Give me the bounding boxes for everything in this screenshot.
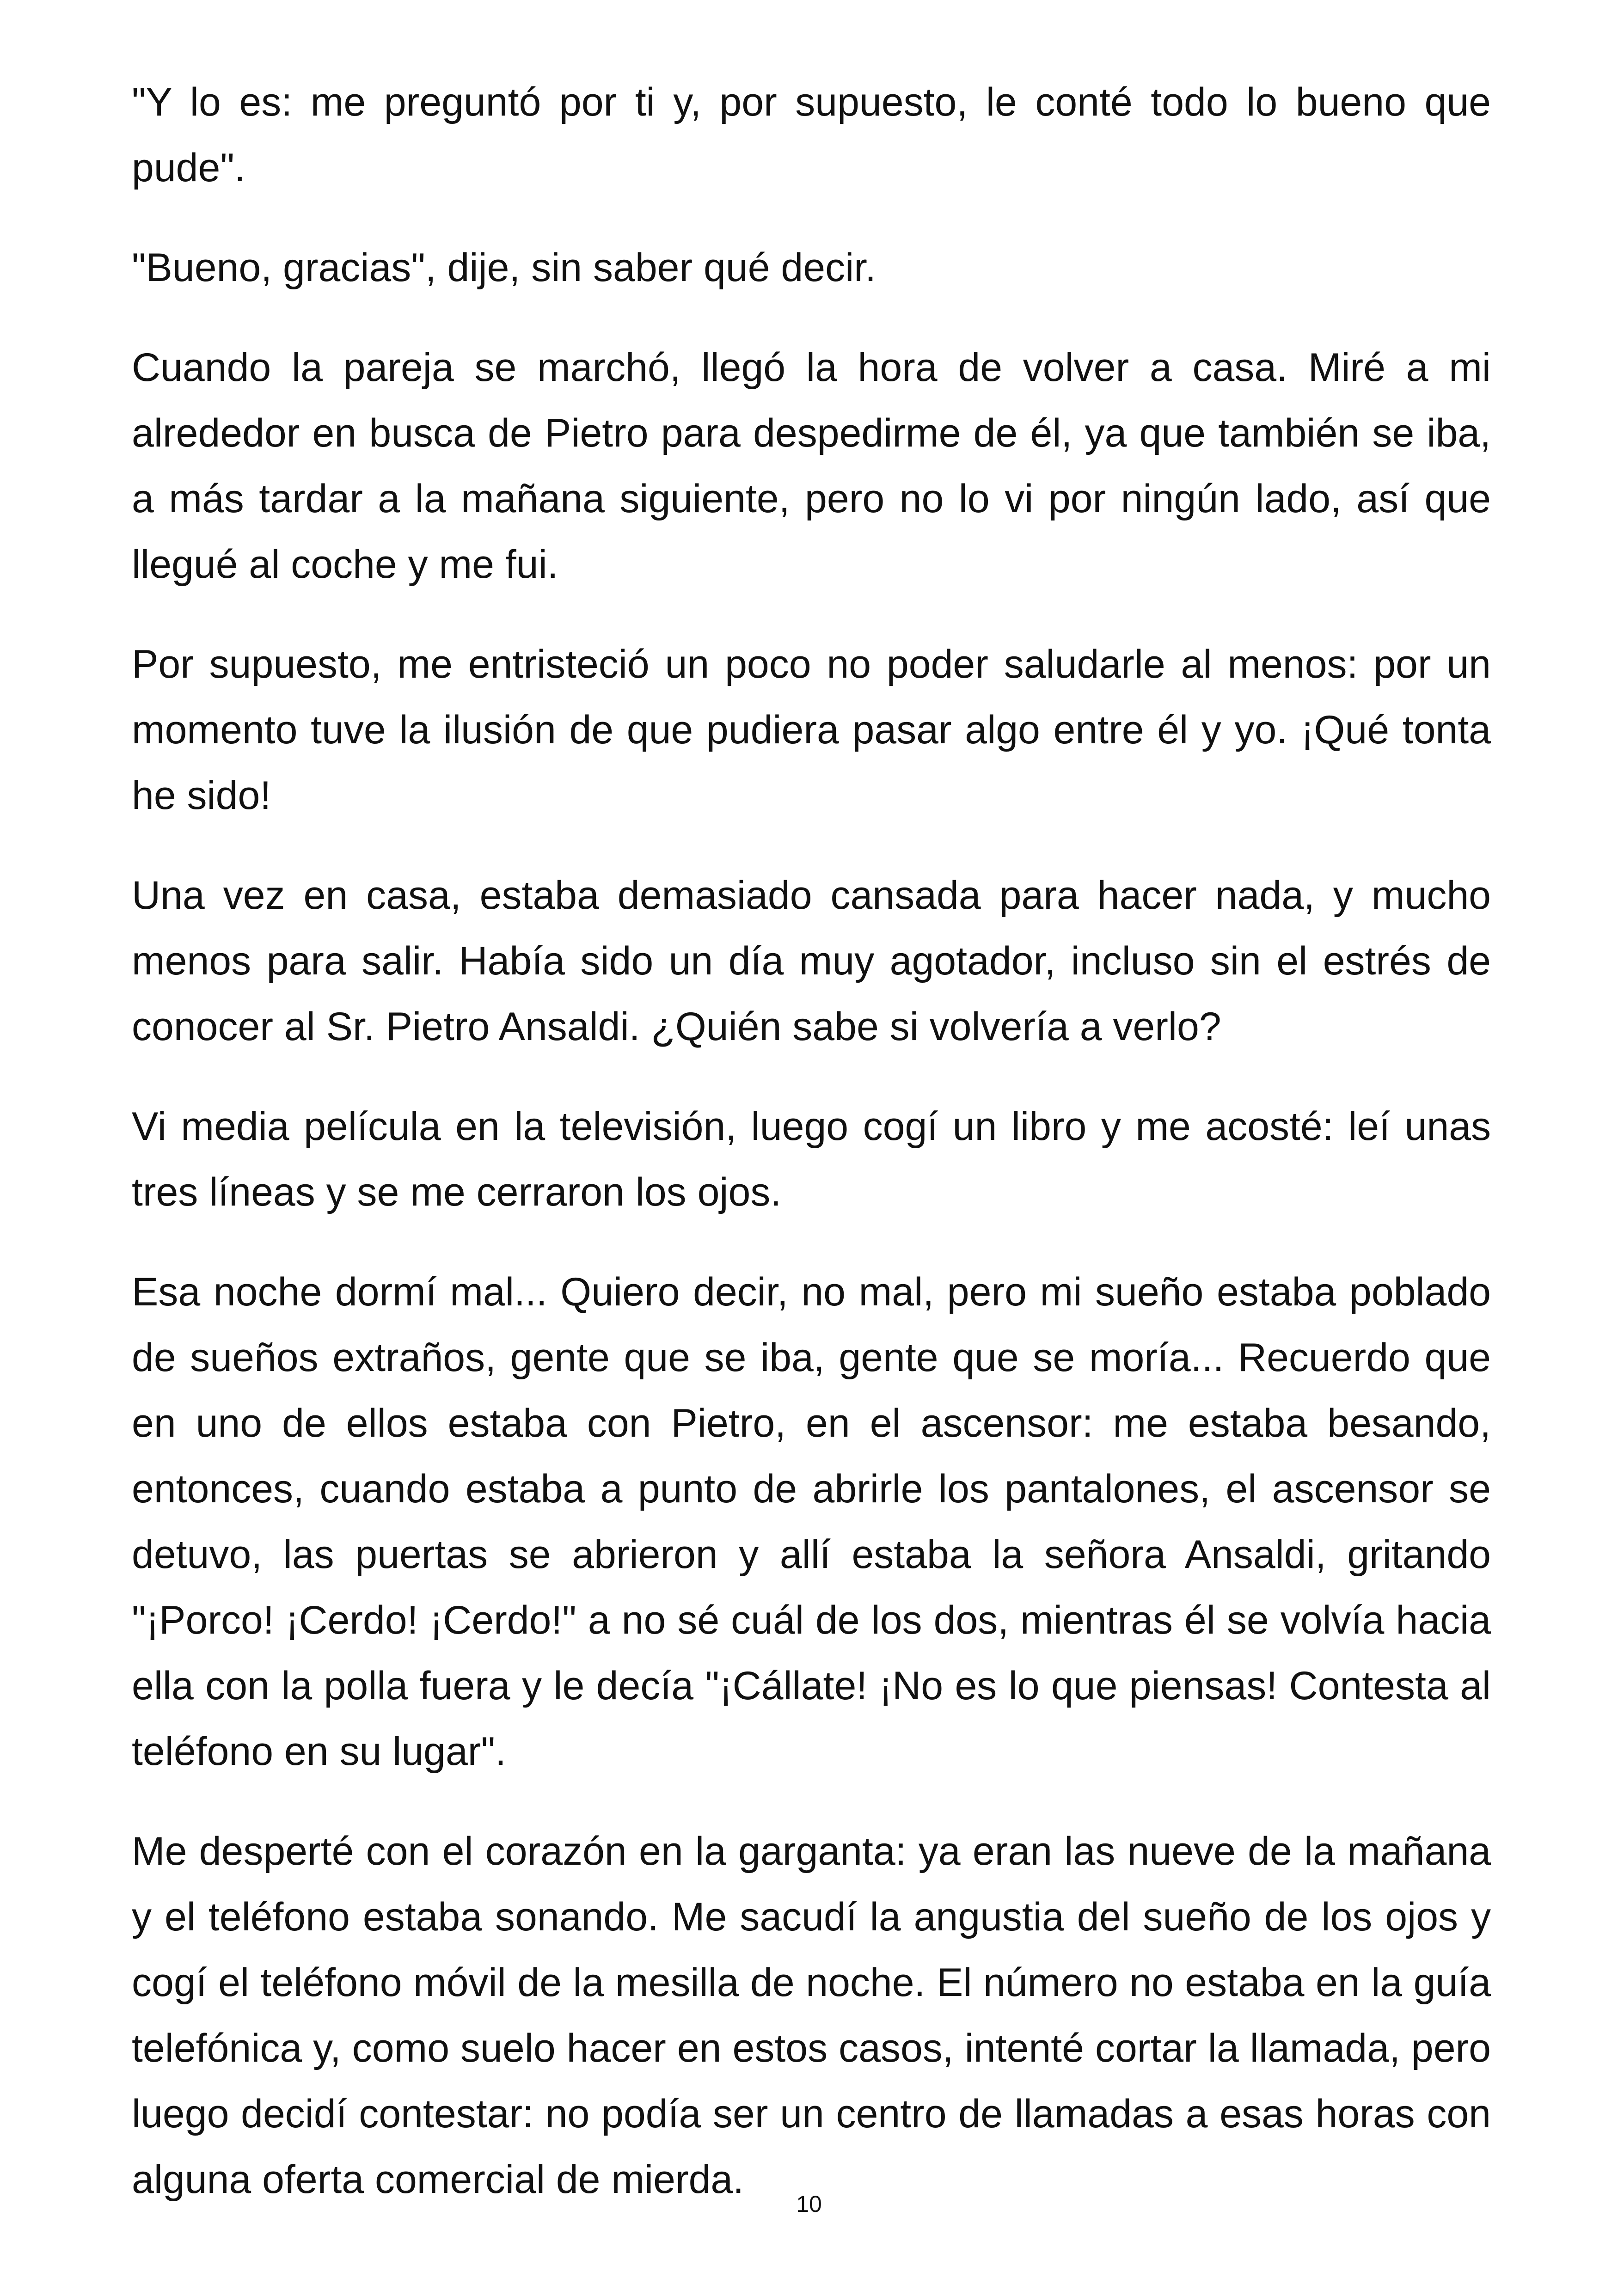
paragraph-2: "Bueno, gracias", dije, sin saber qué decir. (132, 245, 876, 290)
paragraph-1: "Y lo es: me preguntó por ti y, por supuesto, le conté todo lo bueno que pude". (132, 80, 1491, 190)
paragraph-3: Cuando la pareja se marchó, llegó la hora de volver a casa. Miré a mi alrededor en busca de Pietro para despedirme de él, ya que también se iba, a más tardar a la mañana siguiente, pero no lo vi por ningún lado, así que llegué al coche y me fui. (132, 345, 1491, 587)
paragraph-6: Vi media película en la televisión, luego cogí un libro y me acosté: leí unas tres líneas y se me cerraron los ojos. (132, 1104, 1491, 1214)
paragraph-4: Por supuesto, me entristeció un poco no poder saludarle al menos: por un momento tuve la ilusión de que pudiera pasar algo entre él y yo. ¡Qué tonta he sido! (132, 642, 1491, 818)
page-number: 10 (796, 2191, 822, 2217)
paragraph-8: Me desperté con el corazón en la garganta: ya eran las nueve de la mañana y el teléfono estaba sonando. Me sacudí la angustia del sueño de los ojos y cogí el teléfono móvil de la mesilla de noche. El número no estaba en la guía telefónica y, como suelo hacer en estos casos, intenté cortar la llamada, pero luego decidí contestar: no podía ser un centro de llamadas a esas horas con alguna oferta comercial de mierda. (132, 1829, 1491, 2202)
page-body (132, 69, 1491, 2247)
paragraph-7: Esa noche dormí mal... Quiero decir, no mal, pero mi sueño estaba poblado de sueños extraños, gente que se iba, gente que se moría... Recuerdo que en uno de ellos estaba con Pietro, en el ascensor: me estaba besando, entonces, cuando estaba a punto de abrirle los pantalones, el ascensor se detuvo, las puertas se abrieron y allí estaba la señora Ansaldi, gritando "¡Porco! ¡Cerdo! ¡Cerdo!" a no sé cuál de los dos, mientras él se volvía hacia ella con la polla fuera y le decía "¡Cállate! ¡No es lo que piensas! Contesta al teléfono en su lugar". (132, 1270, 1491, 1774)
paragraph-5: Una vez en casa, estaba demasiado cansada para hacer nada, y mucho menos para salir. Había sido un día muy agotador, incluso sin el estrés de conocer al Sr. Pietro Ansaldi. ¿Quién sabe si volvería a verlo? (132, 873, 1491, 1049)
